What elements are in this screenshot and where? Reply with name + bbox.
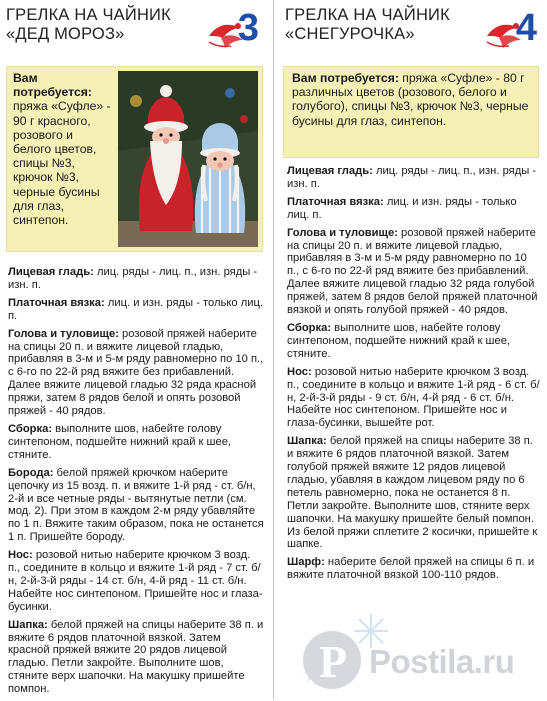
left-term: Сборка:	[8, 422, 53, 435]
left-paragraph	[8, 619, 264, 696]
right-paragraph	[287, 322, 541, 361]
left-paragraph	[8, 423, 264, 462]
left-title-line2: «ДЕД МОРОЗ»	[6, 25, 125, 43]
right-term: Сборка:	[287, 321, 332, 334]
right-requirements-box	[283, 66, 539, 158]
left-term: Платочная вязка:	[8, 296, 105, 309]
right-requirements-lead: Вам потребуется:	[292, 71, 399, 85]
right-text: розовой нитью наберите крючком 3 возд. п., соедините в кольцо и вяжите 1-й ряд - 6 ст. б/н, 2-й-3-й ряды - 9 ст. б/н, 4-й ряд - 6 ст. б/н. Набейте нос синтепоном. Пришейте нос и глаза-бусинки, вышейте рот.	[287, 365, 540, 430]
right-text: белой пряжей на спицы наберите 38 п. и вяжите 6 рядов платочной вязкой. Затем голубой пряжей вяжите 12 рядов лицевой гладью, убавляя в каждом лицевом ряду по 6 петель равномерно, пока не останется 8 п. Петли закройте. Выполните шов, стяните верх шапочки. На макушку пришейте белый помпон. Из белой пряжи сплетите 2 косички, пришейте к шапке.	[287, 435, 538, 551]
left-requirements-box	[6, 66, 263, 252]
right-term: Шапка:	[287, 435, 327, 448]
left-text: выполните шов, набейте голову синтепоном, подшейте нижний край к шее, стяните.	[8, 422, 232, 461]
left-text: лиц. ряды - лиц. п., изн. ряды - изн. п.	[8, 266, 258, 291]
left-title-line1: ГРЕЛКА НА ЧАЙНИК	[6, 6, 171, 24]
photo-illustration	[118, 71, 258, 247]
right-paragraph	[287, 196, 541, 222]
left-paragraph	[8, 467, 264, 544]
right-text: лиц. и изн. ряды - только лиц. п.	[287, 195, 517, 221]
left-term: Нос:	[8, 549, 33, 562]
right-text: лиц. ряды - лиц. п., изн. ряды - изн. п.	[287, 165, 537, 190]
right-paragraph	[287, 556, 541, 582]
left-badge	[205, 8, 261, 52]
left-text: розовой пряжей наберите на спицы 20 п. и вяжите лицевой гладью, прибавляя в 3-м и 5-м ряду равномерно по 10 п., с 6-го по 22-й ряд вяжите без прибавлений. Далее вяжите лицевой гладью 32 ряда красной пряжи, затем 8 рядов белой и опять розовой пряжей - 40 рядов.	[8, 327, 264, 418]
left-term: Борода:	[8, 466, 54, 479]
left-requirements-text: пряжа «Суфле» - 90 г красного, розового и белого цветов, спицы №3, крючок №3, черные бусины для глаз, синтепон.	[13, 99, 111, 228]
right-badge-number: 4	[515, 7, 537, 49]
left-term: Голова и туловище:	[8, 327, 119, 340]
right-requirements	[284, 67, 538, 128]
left-instructions	[8, 266, 264, 701]
teapot-cozies-photo	[118, 71, 258, 247]
right-instructions	[287, 165, 541, 587]
left-paragraph	[8, 266, 264, 292]
left-text: лиц. и изн. ряды - только лиц. п.	[8, 296, 264, 322]
postila-watermark	[291, 613, 539, 695]
right-paragraph	[287, 435, 541, 551]
right-term: Нос:	[287, 365, 312, 378]
right-text: розовой пряжей наберите на спицы 20 п. и вяжите лицевой гладью, прибавляя в 3-м и 5-м ряду равномерно по 10 п., с 6-го по 22-й ряд вяжите без прибавлений. Далее вяжите лицевой гладью 32 ряда голубой пряжей, затем 8 рядов белой пряжей платочной вязкой и опять голубой пряжей - 40 рядов.	[287, 226, 538, 317]
left-header	[6, 6, 263, 64]
right-term: Лицевая гладь:	[287, 165, 373, 177]
left-term: Шапка:	[8, 618, 48, 631]
right-paragraph	[287, 366, 541, 431]
left-paragraph	[8, 297, 264, 323]
left-term: Лицевая гладь:	[8, 266, 94, 278]
left-paragraph	[8, 328, 264, 418]
right-term: Шарф:	[287, 556, 325, 569]
left-paragraph	[8, 549, 264, 614]
right-text: выполните шов, набейте голову синтепоном, подшейте нижний край к шее, стяните.	[287, 321, 511, 360]
right-paragraph	[287, 165, 541, 191]
left-requirements	[13, 71, 113, 227]
left-text: розовой нитью наберите крючком 3 возд. п., соедините в кольцо и вяжите 1-й ряд - 7 ст. б/н, 2-й-3-й ряды - 14 ст. б/н, 4-й ряд - 11 ст. б/н. Набейте нос синтепоном. Пришейте нос и глаза-бусинки.	[8, 549, 263, 613]
left-requirements-lead: Вам потребуется:	[13, 71, 92, 100]
right-paragraph	[287, 227, 541, 317]
postila-logo-letter: P	[319, 636, 348, 687]
left-text: белой пряжей на спицы наберите 38 п. и вяжите 6 рядов платочной вязкой. Затем красной пряжей вяжите 20 рядов лицевой гладью. Петли закройте. Выполните шов, стяните верх шапочки. На макушку пришейте помпон.	[8, 618, 264, 696]
right-title-line1: ГРЕЛКА НА ЧАЙНИК	[285, 6, 450, 24]
postila-logo-icon	[303, 631, 361, 689]
right-title-line2: «СНЕГУРОЧКА»	[285, 25, 415, 43]
right-term: Платочная вязка:	[287, 195, 384, 208]
right-text: наберите белой пряжей на спицы 6 п. и вяжите платочной вязкой 100-110 рядов.	[287, 556, 535, 582]
left-badge-number: 3	[237, 7, 259, 49]
postila-watermark-text: Postila.ru	[369, 643, 515, 680]
right-requirements-text: пряжа «Суфле» - 80 г различных цветов (розового, белого и голубого), спицы №3, крючок №3, черные бусины для глаз, синтепон.	[292, 71, 529, 128]
column-divider	[273, 0, 274, 699]
left-text: белой пряжей крючком наберите цепочку из 15 возд. п. и вяжите 1-й ряд - ст. б/н, 2-й и все четные ряды - вытянутые петли (см. мод. 2). При этом в каждом 2-м ряду убавляйте по 1 п. Вяжите таким образом, пока не останется 1 п. Пришейте бороду.	[8, 466, 264, 544]
right-header	[285, 6, 541, 64]
right-term: Голова и туловище:	[287, 226, 398, 239]
right-badge	[483, 8, 539, 52]
